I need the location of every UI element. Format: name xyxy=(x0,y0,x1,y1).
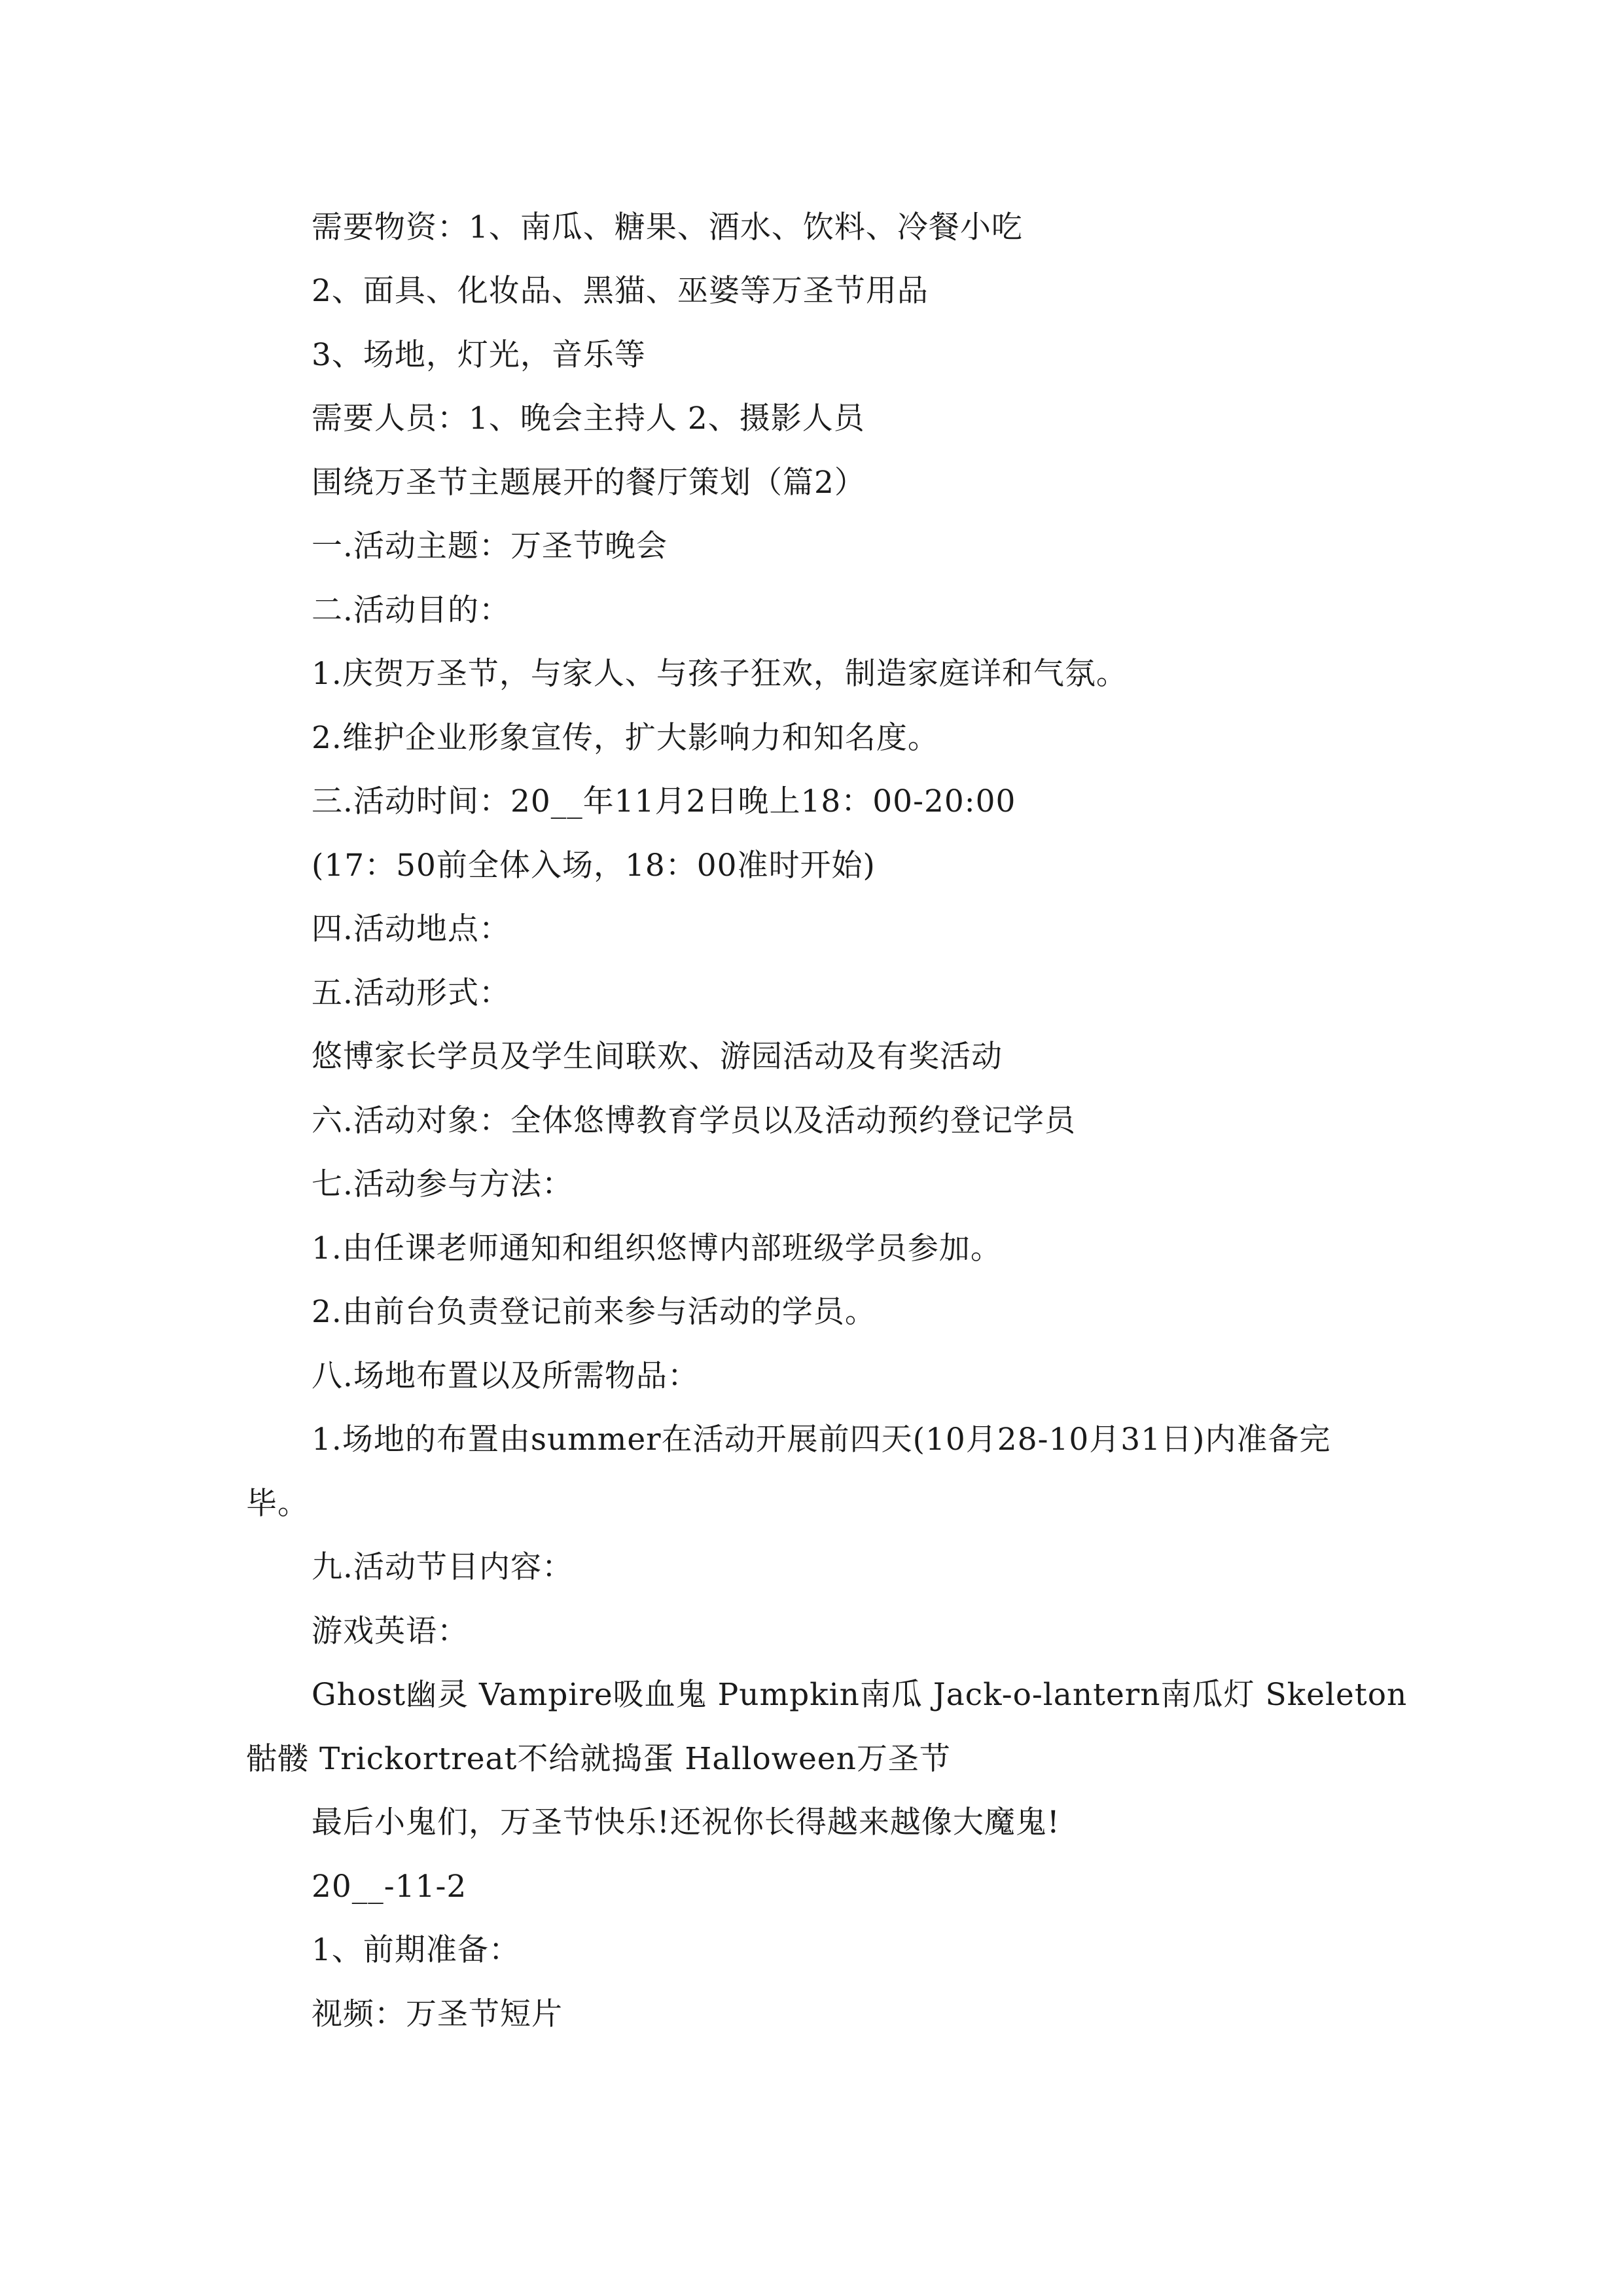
text-line: 1、前期准备： xyxy=(312,1932,520,1968)
text-line: 九.活动节目内容： xyxy=(312,1549,573,1585)
section-heading: 围绕万圣节主题展开的餐厅策划（篇2） xyxy=(312,465,866,501)
text-line: 需要物资：1、南瓜、糖果、酒水、饮料、冷餐小吃 xyxy=(312,209,1023,245)
text-line: 1.庆贺万圣节，与家人、与孩子狂欢，制造家庭详和气氛。 xyxy=(312,656,1128,692)
text-line: 八.场地布置以及所需物品： xyxy=(312,1358,699,1394)
text-line: 五.活动形式： xyxy=(312,975,510,1011)
text-line: 四.活动地点： xyxy=(312,911,510,947)
text-line: 二.活动目的： xyxy=(312,592,510,628)
text-line-continuation: 骷髅 Trickortreat不给就捣蛋 Halloween万圣节 xyxy=(246,1741,951,1777)
text-line-continuation: 毕。 xyxy=(246,1486,309,1522)
text-line: 1.由任课老师通知和组织悠博内部班级学员参加。 xyxy=(312,1230,1002,1266)
text-line: 20__-11-2 xyxy=(312,1869,467,1905)
text-line: 2.维护企业形象宣传，扩大影响力和知名度。 xyxy=(312,720,939,756)
text-line: 需要人员：1、晚会主持人 2、摄影人员 xyxy=(312,401,865,437)
text-line: 一.活动主题：万圣节晚会 xyxy=(312,528,668,564)
text-line: 视频：万圣节短片 xyxy=(312,1996,563,2032)
text-line: 游戏英语： xyxy=(312,1613,469,1649)
text-line: 三.活动时间：20__年11月2日晚上18：00-20:00 xyxy=(312,783,1016,819)
text-line: 1.场地的布置由summer在活动开展前四天(10月28-10月31日)内准备完 xyxy=(312,1422,1331,1458)
text-line: 2、面具、化妆品、黑猫、巫婆等万圣节用品 xyxy=(312,273,929,309)
text-line: (17：50前全体入场，18：00准时开始) xyxy=(312,848,876,884)
text-line: 最后小鬼们，万圣节快乐!还祝你长得越来越像大魔鬼! xyxy=(312,1804,1060,1840)
text-line: 2.由前台负责登记前来参与活动的学员。 xyxy=(312,1294,876,1330)
text-line: 3、场地，灯光，音乐等 xyxy=(312,337,646,373)
text-line: Ghost幽灵 Vampire吸血鬼 Pumpkin南瓜 Jack-o-lantern南瓜灯 Skeleton xyxy=(312,1677,1408,1713)
text-line: 六.活动对象：全体悠博教育学员以及活动预约登记学员 xyxy=(312,1103,1076,1139)
text-line: 七.活动参与方法： xyxy=(312,1166,573,1202)
text-line: 悠博家长学员及学生间联欢、游园活动及有奖活动 xyxy=(312,1039,1003,1075)
